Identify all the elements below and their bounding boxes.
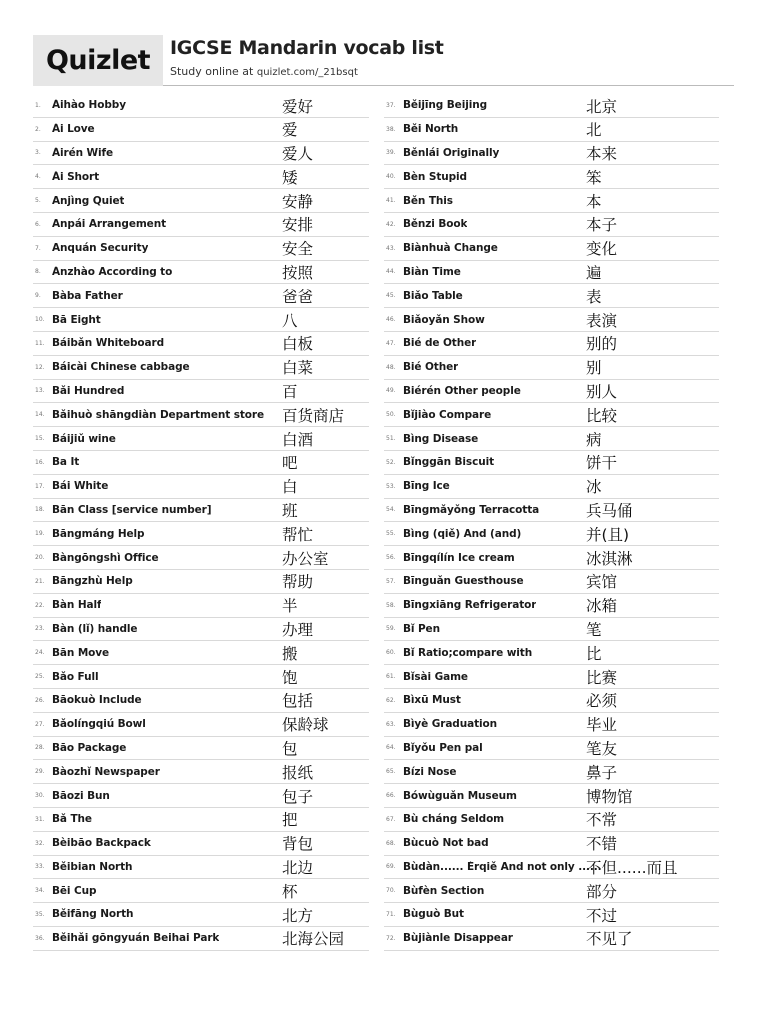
vocab-entry [384, 499, 719, 523]
entry-number: 71. [386, 910, 396, 918]
vocab-entry [384, 427, 719, 451]
entry-number: 3. [35, 149, 41, 157]
vocab-entry [384, 927, 719, 951]
entry-number: 38. [386, 125, 396, 133]
entry-term: Ānjìng Quiet [52, 194, 125, 207]
entry-hanzi: 白 [282, 478, 298, 497]
vocab-entry [384, 189, 719, 213]
entry-term: Bèibāo Backpack [52, 837, 151, 850]
study-link[interactable]: quizlet.com/_21bsqt [256, 67, 358, 78]
entry-term: Bìng Disease [403, 432, 479, 445]
vocab-entry [33, 522, 369, 546]
entry-number: 68. [386, 839, 396, 847]
entry-hanzi: 宾馆 [586, 573, 618, 592]
vocab-entry [33, 594, 369, 618]
entry-term: Bāo Package [52, 741, 127, 754]
vocab-entry [33, 213, 369, 237]
vocab-entry [33, 760, 369, 784]
vocab-entry [33, 903, 369, 927]
entry-hanzi: 博物馆 [586, 787, 633, 806]
vocab-entry [33, 189, 369, 213]
vocab-entry [33, 165, 369, 189]
entry-hanzi: 比赛 [586, 668, 618, 687]
entry-hanzi: 部分 [586, 882, 618, 901]
entry-hanzi: 帮忙 [282, 525, 314, 544]
vocab-entry [33, 737, 369, 761]
vocab-entry [33, 927, 369, 951]
vocab-entry [384, 760, 719, 784]
entry-number: 21. [35, 577, 45, 585]
entry-hanzi: 比 [586, 644, 602, 663]
entry-term: Bīnguǎn Guesthouse [403, 575, 524, 588]
entry-number: 32. [35, 839, 45, 847]
entry-number: 28. [35, 744, 45, 752]
entry-hanzi: 冰箱 [586, 597, 618, 616]
vocab-entry [33, 427, 369, 451]
entry-term: Báijiǔ wine [52, 432, 116, 445]
entry-term: Bié Other [403, 361, 459, 374]
entry-hanzi: 包 [282, 740, 298, 759]
entry-hanzi: 办理 [282, 621, 314, 640]
vocab-entry [33, 332, 369, 356]
entry-number: 43. [386, 244, 396, 252]
entry-term: Bèn Stupid [403, 170, 467, 183]
entry-term: Ānpái Arrangement [52, 218, 166, 231]
entry-hanzi: 爱好 [282, 97, 314, 116]
entry-number: 55. [386, 530, 396, 538]
vocab-entry [384, 570, 719, 594]
entry-hanzi: 冰淇淋 [586, 549, 633, 568]
vocab-entry [33, 665, 369, 689]
entry-hanzi: 百货商店 [282, 406, 345, 425]
entry-term: Bìxū Must [403, 694, 461, 707]
entry-number: 34. [35, 887, 45, 895]
entry-number: 59. [386, 625, 396, 633]
entry-number: 65. [386, 768, 396, 776]
entry-number: 72. [386, 934, 396, 942]
entry-hanzi: 笔友 [586, 740, 618, 759]
vocab-entry [33, 618, 369, 642]
entry-hanzi: 八 [282, 311, 298, 330]
entry-hanzi: 本 [586, 192, 602, 211]
entry-term: Bùcuò Not bad [403, 837, 489, 850]
entry-number: 22. [35, 601, 45, 609]
entry-number: 2. [35, 125, 41, 133]
entry-hanzi: 别的 [586, 335, 618, 354]
entry-term: Běnzi Book [403, 218, 468, 231]
entry-term: Bāngmáng Help [52, 527, 145, 540]
vocab-entry [384, 522, 719, 546]
entry-number: 69. [386, 863, 396, 871]
entry-term: Bùjiànle Disappear [403, 932, 513, 945]
vocab-entry [33, 380, 369, 404]
entry-number: 13. [35, 387, 45, 395]
entry-term: Ǎi Short [52, 170, 100, 183]
entry-number: 19. [35, 530, 45, 538]
entry-hanzi: 矮 [282, 168, 298, 187]
entry-hanzi: 笨 [586, 168, 602, 187]
entry-term: Biérén Other people [403, 384, 521, 397]
entry-number: 14. [35, 411, 45, 419]
quizlet-logo [33, 35, 163, 86]
entry-term: Bǐjiào Compare [403, 408, 492, 421]
vocab-entry [33, 546, 369, 570]
entry-hanzi: 饱 [282, 668, 298, 687]
entry-number: 67. [386, 815, 396, 823]
entry-term: Bǐ Pen [403, 622, 440, 635]
entry-number: 54. [386, 506, 396, 514]
entry-hanzi: 兵马俑 [586, 502, 633, 521]
vocab-entry [33, 879, 369, 903]
vocab-entry [384, 641, 719, 665]
vocab-entry [384, 808, 719, 832]
entry-number: 44. [386, 268, 396, 276]
vocab-entry [33, 784, 369, 808]
entry-term: Báibǎn Whiteboard [52, 337, 165, 350]
entry-hanzi: 别 [586, 359, 602, 378]
entry-hanzi: 不过 [586, 906, 618, 925]
entry-term: Bīngxiāng Refrigerator [403, 599, 537, 612]
logo-text: Quizlet [45, 45, 151, 76]
entry-hanzi: 笔 [586, 621, 602, 640]
entry-term: Bǐyǒu Pen pal [403, 741, 483, 754]
entry-term: Bǎ The [52, 813, 92, 826]
entry-hanzi: 本子 [586, 216, 618, 235]
entry-hanzi: 安排 [282, 216, 314, 235]
entry-number: 16. [35, 458, 45, 466]
entry-hanzi: 办公室 [282, 549, 329, 568]
entry-hanzi: 冰 [586, 478, 602, 497]
entry-number: 61. [386, 673, 396, 681]
vocab-entry [384, 475, 719, 499]
entry-term: Běihǎi gōngyuán Beihai Park [52, 932, 220, 945]
entry-term: Běijīng Beijing [403, 99, 487, 112]
vocab-entry [384, 165, 719, 189]
entry-term: Bāokuò Include [52, 694, 142, 707]
vocab-entry [384, 879, 719, 903]
entry-term: Bān Move [52, 646, 110, 659]
vocab-entry [384, 284, 719, 308]
entry-number: 6. [35, 220, 41, 228]
vocab-entry [384, 142, 719, 166]
entry-number: 52. [386, 458, 396, 466]
entry-number: 8. [35, 268, 41, 276]
vocab-entry [384, 784, 719, 808]
entry-term: Bùguò But [403, 908, 464, 921]
entry-number: 49. [386, 387, 396, 395]
entry-hanzi: 北海公园 [282, 930, 345, 949]
entry-term: Běi North [403, 123, 459, 136]
vocab-entry [384, 308, 719, 332]
entry-hanzi: 变化 [586, 240, 618, 259]
entry-number: 4. [35, 173, 41, 181]
entry-number: 9. [35, 292, 41, 300]
vocab-entry [384, 546, 719, 570]
entry-hanzi: 百 [282, 383, 298, 402]
entry-term: Bāngzhù Help [52, 575, 133, 588]
entry-number: 27. [35, 720, 45, 728]
entry-hanzi: 把 [282, 811, 298, 830]
entry-term: Biǎo Table [403, 289, 463, 302]
entry-term: Bìyè Graduation [403, 718, 497, 731]
entry-number: 37. [386, 101, 396, 109]
entry-hanzi: 毕业 [586, 716, 618, 735]
entry-term: Bówùguǎn Museum [403, 789, 517, 802]
entry-hanzi: 本来 [586, 145, 618, 164]
entry-term: Běn This [403, 194, 453, 207]
entry-number: 45. [386, 292, 396, 300]
entry-term: Ānquán Security [52, 242, 149, 255]
entry-hanzi: 必须 [586, 692, 618, 711]
entry-number: 24. [35, 649, 45, 657]
vocab-entry [384, 737, 719, 761]
entry-term: Bǎi Hundred [52, 384, 125, 397]
entry-number: 66. [386, 792, 396, 799]
vocab-entry [384, 118, 719, 142]
entry-hanzi: 并(且) [586, 525, 630, 544]
vocab-column-left [33, 94, 369, 951]
vocab-entry [33, 261, 369, 285]
entry-number: 39. [386, 149, 396, 157]
vocab-entry [384, 594, 719, 618]
entry-hanzi: 饼干 [586, 454, 618, 473]
entry-hanzi: 遍 [586, 264, 602, 283]
entry-hanzi: 背包 [282, 835, 314, 854]
vocab-entry [384, 451, 719, 475]
entry-number: 70. [386, 887, 396, 895]
entry-number: 42. [386, 220, 396, 228]
vocab-entry [33, 451, 369, 475]
vocab-entry [384, 903, 719, 927]
entry-hanzi: 爱人 [282, 145, 314, 164]
entry-number: 7. [35, 244, 41, 252]
entry-term: Bǐnggān Biscuit [403, 456, 494, 469]
entry-number: 35. [35, 910, 45, 918]
entry-number: 56. [386, 554, 396, 562]
entry-term: Bǎolíngqiú Bowl [52, 718, 146, 731]
entry-term: Běnlái Originally [403, 146, 500, 159]
entry-term: Ba It [52, 456, 80, 469]
entry-hanzi: 北京 [586, 97, 618, 116]
entry-number: 15. [35, 435, 45, 443]
entry-hanzi: 病 [586, 430, 602, 449]
vocab-entry [33, 118, 369, 142]
entry-number: 17. [35, 482, 45, 490]
entry-number: 29. [35, 768, 45, 776]
entry-term: Àihào Hobby [52, 99, 126, 112]
entry-hanzi: 北方 [282, 906, 314, 925]
entry-hanzi: 白菜 [282, 359, 314, 378]
entry-hanzi: 帮助 [282, 573, 314, 592]
entry-number: 31. [35, 815, 45, 823]
entry-term: Bǐ Ratio;compare with [403, 646, 533, 659]
entry-term: Biǎoyǎn Show [403, 313, 485, 326]
vocab-entry [384, 213, 719, 237]
entry-hanzi: 表演 [586, 311, 618, 330]
vocab-entry [33, 475, 369, 499]
page-subtitle [170, 65, 358, 78]
entry-number: 62. [386, 696, 396, 704]
entry-number: 26. [35, 696, 45, 704]
entry-hanzi: 北边 [282, 859, 314, 877]
entry-number: 51. [386, 435, 396, 443]
vocab-entry [384, 261, 719, 285]
entry-hanzi: 白酒 [282, 430, 314, 449]
vocab-entry [33, 237, 369, 261]
vocab-entry [33, 570, 369, 594]
vocab-entry [33, 403, 369, 427]
entry-number: 41. [386, 197, 396, 205]
vocab-entry [384, 689, 719, 713]
entry-hanzi: 北 [586, 121, 602, 140]
vocab-entry [384, 332, 719, 356]
vocab-entry [384, 94, 719, 118]
vocab-column-right [384, 94, 719, 951]
entry-hanzi: 白板 [282, 335, 314, 354]
vocab-entry [33, 808, 369, 832]
entry-term: Ài Love [52, 123, 95, 136]
entry-hanzi: 搬 [282, 644, 298, 663]
entry-number: 58. [386, 601, 396, 609]
entry-hanzi: 安静 [282, 192, 314, 211]
entry-term: Bàn Half [52, 599, 102, 612]
entry-term: Bùdàn...... Érqiě And not only ...... [403, 860, 602, 873]
entry-term: Báicài Chinese cabbage [52, 361, 190, 374]
entry-term: Bīng Ice [403, 480, 450, 493]
entry-hanzi: 不常 [586, 811, 618, 830]
entry-term: Àirén Wife [52, 146, 114, 159]
entry-number: 1. [35, 101, 41, 109]
entry-hanzi: 保龄球 [282, 716, 329, 735]
entry-term: Bēi Cup [52, 884, 97, 897]
entry-term: Bié de Other [403, 337, 477, 350]
entry-term: Bù cháng Seldom [403, 813, 505, 826]
vocab-entry [384, 356, 719, 380]
entry-number: 36. [35, 934, 45, 942]
entry-hanzi: 包括 [282, 692, 314, 711]
entry-term: Biànhuà Change [403, 242, 498, 255]
entry-number: 47. [386, 339, 396, 347]
entry-term: Bān Class [service number] [52, 503, 212, 516]
entry-hanzi: 半 [282, 597, 298, 616]
entry-hanzi: 班 [282, 502, 298, 521]
entry-hanzi: 爸爸 [282, 287, 314, 306]
vocab-entry [33, 284, 369, 308]
entry-term: Běifāng North [52, 908, 134, 921]
page-title: IGCSE Mandarin vocab list [170, 37, 444, 59]
entry-number: 10. [35, 316, 45, 324]
vocab-entry [384, 403, 719, 427]
entry-number: 23. [35, 625, 45, 633]
entry-term: Bái White [52, 480, 109, 493]
entry-number: 20. [35, 554, 45, 562]
vocab-entry [33, 356, 369, 380]
entry-number: 25. [35, 673, 45, 681]
entry-hanzi: 安全 [282, 240, 314, 259]
entry-hanzi: 表 [586, 287, 602, 306]
vocab-entry [33, 641, 369, 665]
entry-term: Běibian North [52, 860, 133, 873]
entry-number: 48. [386, 363, 396, 371]
entry-number: 60. [386, 649, 396, 657]
entry-term: Bàozhǐ Newspaper [52, 765, 160, 778]
entry-term: Bīngmǎyǒng Terracotta [403, 503, 540, 516]
entry-number: 53. [386, 482, 396, 490]
entry-hanzi: 吧 [282, 454, 298, 473]
vocab-entry [384, 856, 719, 880]
vocab-entry [33, 832, 369, 856]
entry-hanzi: 报纸 [282, 763, 314, 782]
entry-number: 12. [35, 363, 45, 371]
entry-hanzi: 不但......而且 [586, 859, 678, 877]
entry-term: Bàngōngshì Office [52, 551, 159, 564]
header-divider [163, 85, 734, 86]
vocab-entry [384, 618, 719, 642]
entry-hanzi: 包子 [282, 787, 314, 806]
entry-number: 5. [35, 197, 41, 205]
entry-number: 57. [386, 577, 396, 585]
entry-term: Bízi Nose [403, 765, 457, 778]
vocab-entry [33, 94, 369, 118]
entry-number: 11. [35, 339, 45, 347]
vocab-entry [384, 713, 719, 737]
entry-term: Bǎo Full [52, 670, 99, 683]
entry-hanzi: 不错 [586, 835, 618, 854]
entry-number: 64. [386, 744, 396, 752]
entry-term: Bǐsài Game [403, 670, 468, 683]
entry-term: Bàba Father [52, 289, 123, 302]
vocab-entry [384, 237, 719, 261]
entry-term: Biàn Time [403, 265, 461, 278]
entry-hanzi: 别人 [586, 383, 618, 402]
vocab-entry [33, 713, 369, 737]
entry-term: Bìng (qiě) And (and) [403, 527, 522, 540]
entry-hanzi: 鼻子 [586, 763, 618, 782]
vocab-entry [384, 380, 719, 404]
vocab-entry [384, 832, 719, 856]
subtitle-prefix: Study online at [170, 65, 257, 78]
entry-term: Bā Eight [52, 313, 101, 326]
entry-number: 30. [35, 792, 45, 799]
vocab-entry [33, 308, 369, 332]
entry-number: 63. [386, 720, 396, 728]
entry-hanzi: 按照 [282, 264, 314, 283]
entry-term: Bùfèn Section [403, 884, 485, 897]
entry-hanzi: 杯 [282, 882, 298, 901]
entry-term: Bàn (lǐ) handle [52, 622, 138, 635]
entry-term: Bīngqílín Ice cream [403, 551, 515, 564]
entry-term: Bāozi Bun [52, 789, 110, 802]
vocab-entry [33, 499, 369, 523]
entry-number: 50. [386, 411, 396, 419]
entry-term: Ànzhào According to [52, 265, 173, 278]
entry-number: 46. [386, 316, 396, 324]
entry-number: 33. [35, 863, 45, 871]
entry-term: Bǎihuò shāngdiàn Department store [52, 408, 264, 421]
vocab-entry [384, 665, 719, 689]
vocab-entry [33, 689, 369, 713]
entry-hanzi: 比较 [586, 406, 618, 425]
entry-number: 40. [386, 173, 396, 181]
vocab-entry [33, 856, 369, 880]
entry-hanzi: 爱 [282, 121, 298, 140]
vocab-entry [33, 142, 369, 166]
entry-number: 18. [35, 506, 45, 514]
entry-hanzi: 不见了 [586, 930, 633, 949]
